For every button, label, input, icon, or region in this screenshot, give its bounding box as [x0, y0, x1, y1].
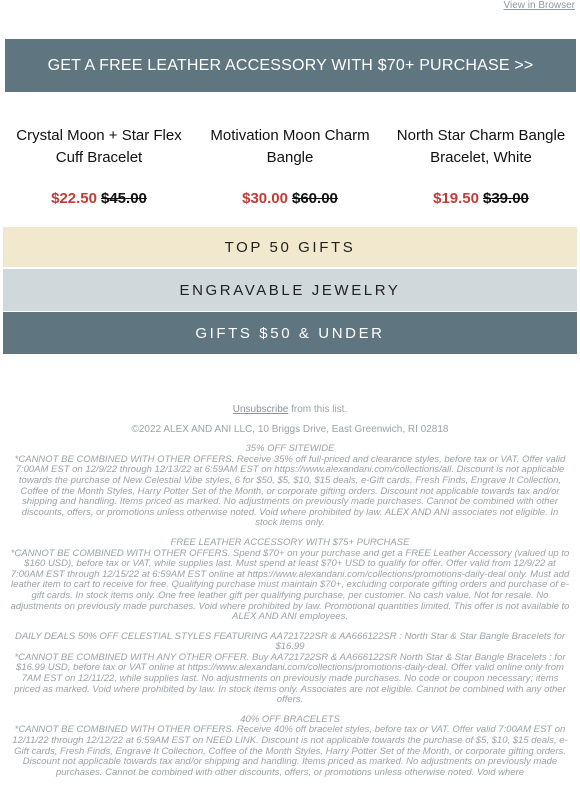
offer-terms	[10, 632, 570, 706]
product-name[interactable]: Motivation Moon Charm Bangle	[210, 127, 370, 166]
top-bar	[0, 0, 580, 22]
gifts-50-and-under-button[interactable]	[3, 312, 577, 354]
offer-body: *CANNOT BE COMBINED WITH ANY OTHER OFFER. Buy AA721722SR & AA666122SR North Star & Star Bangle Bracelets : for $16.99 USD, before tax or VAT online at https://www.alexandani.com/collections/promotions-daily-deal. Offer valid online only from 7AM EST on 12/11/22, while supplies last. No adjustments on previously made purchases. No code or coupon necessary; items priced as marked. Void where prohibited by law. In stock items only. Associates are not eligible. Cannot be combined with any other offers.	[14, 651, 566, 706]
top-50-gifts-button[interactable]	[3, 227, 577, 267]
cta-label: GIFTS $50 & UNDER	[195, 324, 385, 342]
product-price	[386, 190, 576, 207]
product-row	[0, 125, 580, 215]
unsubscribe-line	[10, 405, 570, 416]
product-name[interactable]: North Star Charm Bangle Bracelet, White	[396, 127, 566, 166]
offer-title: DAILY DEALS 50% OFF CELESTIAL STYLES FEATURING AA721722SR & AA666122SR : North Star & Star Bangle Bracelets for $16.99	[14, 630, 566, 653]
sale-price: $19.50	[433, 190, 479, 207]
offer-terms	[10, 715, 570, 779]
offer-terms	[10, 538, 570, 623]
offer-body: *CANNOT BE COMBINED WITH OTHER OFFERS. Receive 40% off bracelet styles, before tax or VAT. Offer valid 7:00AM EST on 12/11/22 through 12/12/22 at 6:59AM EST on NEED LINK. Discount is not applicable towards the purchase of $5, $10, $15 deals, e-Gift cards, Fresh Finds, Engrave It Collection, Coffee of the Month Styles, Harry Potter Set of the Month, or corporate gifting orders. Discount not applicable towards tax and/or shipping and handling. Items priced as marked. No adjustments on previously made purchases. Cannot be combined with other discounts, offers, or promotions unless otherwise noted. Void where	[12, 724, 568, 778]
original-price: $60.00	[292, 190, 338, 207]
cta-label: ENGRAVABLE JEWELRY	[179, 281, 401, 299]
offer-body: *CANNOT BE COMBINED WITH OTHER OFFERS. Spend $70+ on your purchase and get a FREE Leather Accessory (valued up to $160 USD), before tax or VAT, while supplies last. Must spend at least $70+ USD to qualify for offer. Offer valid from 12/9/22 at 7:00AM EST through 12/15/22 at 6:59AM EST online at https://www.alexandani.com/collections/promotions-daily-deal only. Must add leather item to cart to receive for free. Qualifying purchase must maintain $70+, excluding corporate gifting orders and purchase of e-gift cards. In stock items only. One free leather gift per qualifying purchase, per customer. No cash value. Not for resale. No adjustments on previously made purchases. Void where prohibited by law. Promotional quantities limited. This offer is not available to ALEX AND ANI employees.	[10, 547, 570, 623]
product-name[interactable]: Crystal Moon + Star Flex Cuff Bracelet	[16, 127, 182, 166]
original-price: $39.00	[483, 190, 529, 207]
unsubscribe-link[interactable]: Unsubscribe	[232, 404, 289, 415]
original-price: $45.00	[101, 190, 147, 207]
view-in-browser-link[interactable]: View in Browser	[503, 0, 575, 11]
product-price	[195, 190, 385, 207]
unsubscribe-suffix: from this list.	[288, 404, 348, 415]
promo-banner-text: GET A FREE LEATHER ACCESSORY WITH $70+ PURCHASE >>	[47, 56, 534, 74]
offer-title: FREE LEATHER ACCESSORY WITH $75+ PURCHASE	[170, 536, 410, 548]
sale-price: $30.00	[242, 190, 288, 207]
offer-terms	[10, 444, 570, 529]
product-card-north-star-bangle[interactable]	[386, 125, 576, 207]
offer-title: 35% OFF SITEWIDE	[245, 443, 335, 455]
email-footer	[10, 405, 570, 787]
offer-title: 40% OFF BRACELETS	[240, 713, 340, 725]
sale-price: $22.50	[51, 190, 97, 207]
offer-body: *CANNOT BE COMBINED WITH OTHER OFFERS. Receive 35% off full-priced and clearance styles, before tax or VAT. Offer valid 7:00AM EST on 12/9/22 through 12/13/22 at 6:59AM EST on https://www.alexandani.com/collections/all. Discount is not applicable towards the purchase of New Celestial Vibe styles, 6 for $50, $5, $10, $15 deals, e-Gift cards, Fresh Finds, Engrave It Collection, Coffee of the Month Styles, Harry Potter Set of the Month, or corporate gifting orders. Discount not applicable towards tax and/or shipping and handling. Items priced as marked. No adjustments on previously made purchases. Cannot be combined with other discounts, offers, or promotions unless otherwise noted. Void where prohibited by law. ALEX AND ANI associates not eligible. In stock items only.	[14, 453, 566, 529]
product-card-motivation-moon-bangle[interactable]	[195, 125, 385, 207]
product-card-crystal-moon-cuff[interactable]	[4, 125, 194, 207]
free-leather-accessory-banner[interactable]	[5, 39, 576, 92]
company-address: ©2022 ALEX AND ANI LLC, 10 Briggs Drive, East Greenwich, RI 02818	[131, 423, 449, 435]
cta-label: TOP 50 GIFTS	[224, 238, 356, 256]
product-price	[4, 190, 194, 207]
engravable-jewelry-button[interactable]	[3, 269, 577, 311]
